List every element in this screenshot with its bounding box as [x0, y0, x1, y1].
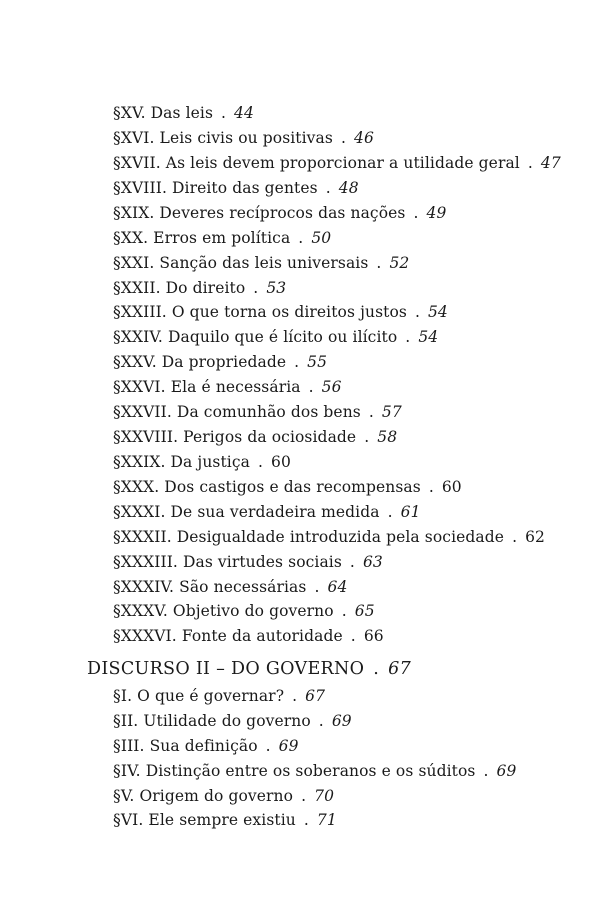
toc-entry [113, 327, 438, 347]
toc-entry-page: 57 [381, 403, 402, 421]
toc-separator: . [364, 428, 370, 446]
toc-entry-title: §I. O que é governar? [113, 687, 285, 705]
toc-entry-title: §IV. Distinção entre os soberanos e os súditos [113, 762, 476, 780]
toc-separator: . [349, 553, 355, 571]
toc-separator: . [340, 129, 346, 147]
toc-entry-page: 69 [496, 762, 517, 780]
toc-entry [113, 552, 383, 572]
toc-entry-page: 48 [338, 179, 359, 197]
toc-entry-title: §XV. Das leis [113, 104, 214, 122]
toc-separator: . [265, 737, 271, 755]
toc-entry-page: 71 [316, 811, 337, 829]
toc-entry-title: §XXV. Da propriedade [113, 353, 287, 371]
toc-entry [113, 527, 545, 547]
toc-entry [113, 128, 374, 148]
toc-entry-title: §XVI. Leis civis ou positivas [113, 129, 333, 147]
toc-entry-page: 60 [441, 478, 462, 496]
toc-entry [113, 103, 254, 123]
toc-entry-title: §XXI. Sanção das leis universais [113, 254, 369, 272]
toc-entry-page: 64 [327, 578, 348, 596]
toc-separator: . [373, 659, 380, 679]
toc-separator: . [341, 602, 347, 620]
toc-entry-page: 44 [234, 104, 254, 122]
toc-entry [113, 577, 347, 597]
toc-entry-title: §XXXIII. Das virtudes sociais [113, 553, 342, 571]
toc-entry-page: 70 [314, 787, 335, 805]
toc-entry [113, 626, 384, 646]
toc-entry-title: §XXIX. Da justiça [113, 453, 250, 471]
toc-entry-page: 67 [305, 687, 326, 705]
toc-entry-title: §XXIII. O que torna os direitos justos [113, 303, 407, 321]
toc-entry [113, 153, 561, 173]
toc-entry-page: 53 [266, 279, 287, 297]
toc-entry-page: 50 [311, 229, 332, 247]
toc-separator: . [294, 353, 300, 371]
toc-entry [113, 178, 359, 198]
toc-entry-page: 60 [271, 453, 291, 471]
toc-separator: . [221, 104, 227, 122]
toc-separator: . [314, 578, 320, 596]
toc-separator: . [368, 403, 374, 421]
toc-entry-title: §XXXVI. Fonte da autoridade [113, 627, 343, 645]
toc-separator: . [413, 204, 419, 222]
toc-entry [113, 786, 334, 806]
toc-entry-page: 62 [525, 528, 546, 546]
toc-entry-title: §XXXV. Objetivo do governo [113, 602, 334, 620]
toc-entry-page: 56 [321, 378, 342, 396]
toc-entry-title: §XXVII. Da comunhão dos bens [113, 403, 361, 421]
toc-entry-page: 65 [354, 602, 375, 620]
toc-separator: . [253, 279, 259, 297]
toc-entry [113, 502, 421, 522]
toc-entry-title: §XXVIII. Perigos da ociosidade [113, 428, 357, 446]
toc-entry-page: 69 [331, 712, 352, 730]
toc-entry-page: 63 [362, 553, 383, 571]
toc-entry-page: 49 [426, 204, 447, 222]
toc-entry [113, 228, 331, 248]
toc-entry [113, 402, 402, 422]
toc-entry [113, 477, 462, 497]
toc-separator: . [428, 478, 434, 496]
toc-entry-title: §XVIII. Direito das gentes [113, 179, 318, 197]
toc-entry [113, 810, 337, 830]
toc-entry-title: §XXIV. Daquilo que é lícito ou ilícito [113, 328, 398, 346]
toc-entry-title: §XVII. As leis devem proporcionar a utilidade geral [113, 154, 520, 172]
toc-entry-page: 54 [418, 328, 439, 346]
toc-entry-title: §XX. Erros em política [113, 229, 291, 247]
toc-entry-title: §XXII. Do direito [113, 279, 246, 297]
toc-entry-title: §XXXI. De sua verdadeira medida [113, 503, 380, 521]
toc-entry [113, 761, 516, 781]
toc-entry [113, 302, 448, 322]
toc-separator: . [292, 687, 298, 705]
toc-entry-title: §II. Utilidade do governo [113, 712, 311, 730]
toc-separator: . [527, 154, 533, 172]
toc-separator: . [301, 787, 307, 805]
toc-entry-page: 47 [540, 154, 561, 172]
toc-entry-title: §XXXII. Desigualdade introduzida pela sociedade [113, 528, 505, 546]
toc-entry [113, 377, 342, 397]
toc-separator: . [512, 528, 518, 546]
toc-entry [113, 427, 397, 447]
toc-entry [113, 253, 409, 273]
toc-entry [113, 686, 325, 706]
toc-entry-title: §XXX. Dos castigos e das recompensas [113, 478, 421, 496]
toc-separator: . [483, 762, 489, 780]
toc-separator: . [376, 254, 382, 272]
toc-separator: . [350, 627, 356, 645]
toc-entry-page: 52 [389, 254, 410, 272]
toc-separator: . [303, 811, 309, 829]
toc-separator: . [405, 328, 411, 346]
toc-chapter-page: 67 [388, 659, 412, 679]
toc-separator: . [257, 453, 264, 471]
toc-entry-page: 66 [363, 627, 384, 645]
toc-entry [113, 203, 446, 223]
toc-separator: . [414, 303, 420, 321]
toc-entry-title: §III. Sua definição [113, 737, 258, 755]
toc-entry-page: 55 [307, 353, 328, 371]
toc-chapter-title: DISCURSO II – DO GOVERNO [87, 659, 365, 679]
toc-chapter-heading [87, 658, 411, 680]
toc-entry-page: 46 [353, 129, 374, 147]
toc-entry-title: §XXVI. Ela é necessária [113, 378, 301, 396]
toc-entry [113, 711, 352, 731]
toc-entry [113, 452, 291, 472]
toc-entry-page: 61 [400, 503, 421, 521]
toc-separator: . [318, 712, 324, 730]
toc-entry [113, 736, 299, 756]
toc-entry-page: 69 [278, 737, 299, 755]
toc-entry-title: §XXXIV. São necessárias [113, 578, 307, 596]
toc-separator: . [298, 229, 304, 247]
toc-entry-page: 58 [377, 428, 398, 446]
toc-separator: . [325, 179, 331, 197]
toc-entry [113, 352, 327, 372]
toc-entry-title: §V. Origem do governo [113, 787, 294, 805]
toc-entry-page: 54 [427, 303, 448, 321]
toc-entry-title: §XIX. Deveres recíprocos das nações [113, 204, 406, 222]
toc-entry [113, 278, 286, 298]
toc-separator: . [387, 503, 393, 521]
toc-entry [113, 601, 375, 621]
toc-separator: . [308, 378, 314, 396]
toc-entry-title: §VI. Ele sempre existiu [113, 811, 296, 829]
